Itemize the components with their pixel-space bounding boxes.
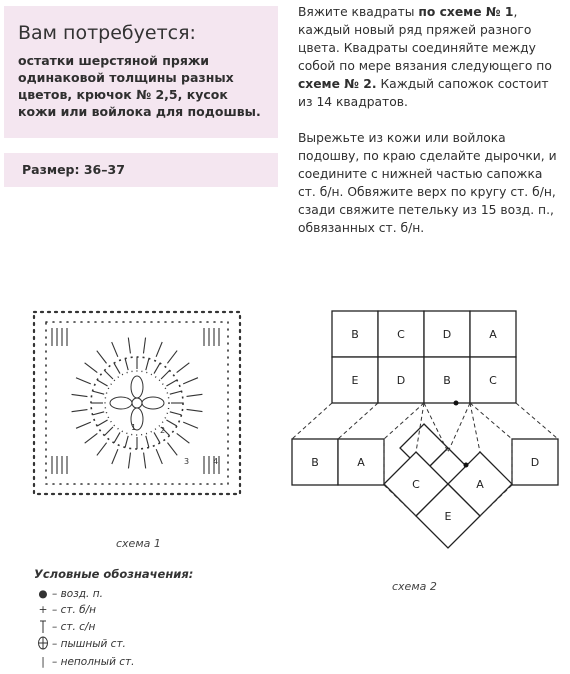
legend-item [34,619,95,635]
legend-item [34,586,103,602]
legend-label: – ст. с/н [52,621,96,633]
legend-item [34,602,96,618]
instr-bold-scheme2: схеме № 2. [298,77,377,91]
square-label: A [476,478,484,491]
square-label: E [351,374,359,387]
materials-text: остатки шерстяной пряжи одинаковой толщины разных цветов, крючок № 2,5, кусок кожи или войлока для подошвы. [18,53,261,119]
dot-icon: ● [38,588,48,600]
square-label: B [351,328,359,341]
scheme2-caption: схема 2 [392,580,437,593]
legend-item [34,636,126,652]
legend-title: Условные обозначения: [34,567,194,581]
instructions-paragraph-1 [298,3,564,111]
square-label: E [444,510,452,523]
square-label: D [530,456,540,469]
puff-stitch-icon [34,636,52,653]
square-label: B [311,456,319,469]
square-label: C [489,374,497,387]
instr-text: Каждый сапожок состоит из 14 квадратов. [298,77,549,109]
scheme1-number: 2 [160,426,166,435]
instr-bold-scheme1: по схеме № 1 [418,5,514,19]
square-label: D [442,328,452,341]
legend-item [34,654,134,670]
square-label: D [396,374,406,387]
plus-icon: + [38,604,48,616]
scheme1-number: 3 [184,457,190,466]
scheme1-number: 1 [131,423,137,432]
legend-label: – неполный ст. [52,656,135,668]
scheme2-diagram [286,306,566,556]
square-label: A [357,456,365,469]
materials-heading: Вам потребуется: [18,22,196,44]
instructions [298,3,564,255]
instructions-paragraph-2: Вырежьте из кожи или войлока подошву, по краю сделайте дырочки, и соедините с нижней частью сапожка ст. б/н. Обвяжите верх по кругу ст. б/н, сзади свяжите петельку из 15 возд. п., обвязанных ст. б/н. [298,131,557,235]
legend-label: – ст. б/н [52,604,97,616]
scheme1-number: 4 [213,457,219,466]
legend-label: – пышный ст. [52,638,126,650]
instr-text: Вяжите квадраты [298,5,419,19]
arrow-stitch-icon [34,619,52,636]
square-label: C [412,478,420,491]
instr-text: , каждый новый ряд пряжей разного цвета. Квадраты соединяйте между собой по мере вязания следующего по [298,5,552,73]
square-label: C [397,328,405,341]
size-label: Размер: 36–37 [22,162,125,177]
square-label: A [489,328,497,341]
scheme1-chart [28,306,248,502]
bar-icon: | [41,656,45,668]
legend-label: – возд. п. [52,588,103,600]
scheme1-caption: схема 1 [116,537,161,550]
square-label: B [443,374,451,387]
materials-box [4,6,278,138]
size-box [4,153,278,187]
